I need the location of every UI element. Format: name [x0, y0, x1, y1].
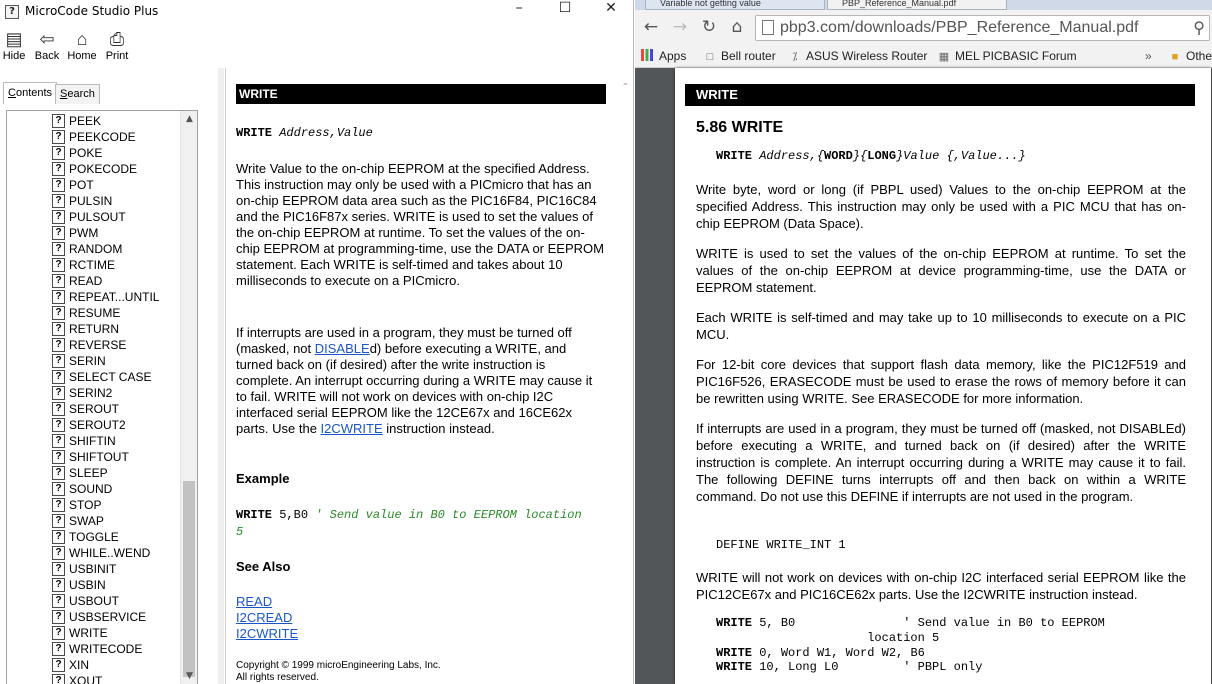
- list-item[interactable]: [7, 177, 182, 193]
- help-topic-icon: ?: [52, 482, 65, 496]
- more-bookmarks-button[interactable]: »: [1145, 49, 1152, 63]
- i2cwrite-link[interactable]: I2CWRITE: [320, 421, 383, 436]
- list-item-label: PULSIN: [69, 194, 113, 208]
- pdf-para-1: Write byte, word or long (if PBPL used) Values to the on-chip EEPROM at the specified Address. This instruction may only be used with a PIC MCU that has on-chip EEPROM (Data Space).: [696, 182, 1186, 231]
- help-topic-icon: ?: [52, 626, 65, 640]
- list-item[interactable]: [7, 465, 182, 481]
- browser-tab-forum[interactable]: Variable not getting value: [645, 0, 825, 10]
- see-also-i2cread-link[interactable]: I2CREAD: [236, 610, 293, 625]
- help-topic-icon: ?: [52, 210, 65, 224]
- list-item-label: WHILE..WEND: [69, 546, 151, 560]
- help-topic-icon: ?: [52, 642, 65, 656]
- list-item-label: USBIN: [69, 578, 106, 592]
- browser-tabstrip: [635, 0, 1212, 10]
- help-topic-icon: ?: [52, 610, 65, 624]
- list-item[interactable]: [7, 561, 182, 577]
- tab-contents[interactable]: Contents: [3, 82, 57, 104]
- address-bar[interactable]: [755, 15, 1210, 41]
- see-also-read-link[interactable]: READ: [236, 594, 273, 609]
- list-item-label: PEEKCODE: [69, 130, 136, 144]
- list-item[interactable]: [7, 385, 182, 401]
- list-item-label: POKE: [69, 146, 103, 160]
- pdf-para-4: For 12-bit core devices that support flash data memory, like the PIC12F519 and PIC16F526, ERASECODE must be used to erase the rows of memory before it can be rewritten using WRITE. See ERASECODE for more information.: [696, 357, 1186, 406]
- back-icon[interactable]: ←: [643, 17, 659, 37]
- disable-link[interactable]: DISABLE: [314, 341, 370, 356]
- tree-scrollbar[interactable]: [180, 111, 197, 684]
- help-topic-icon: ?: [52, 578, 65, 592]
- list-item[interactable]: [7, 609, 182, 625]
- hide-icon: ▤: [5, 29, 23, 49]
- list-item-label: TOGGLE: [69, 530, 119, 544]
- content-scrollbar[interactable]: [617, 68, 634, 684]
- hide-button[interactable]: ▤ Hide: [2, 29, 26, 62]
- see-also-heading: See Also: [236, 559, 291, 574]
- list-item-label: REPEAT...UNTIL: [69, 290, 160, 304]
- help-topic-icon: ?: [52, 178, 65, 192]
- topic-content: [225, 68, 634, 684]
- tab-search[interactable]: Search: [55, 84, 100, 104]
- home-icon: ⌂: [76, 29, 88, 49]
- content-scroll-up-icon[interactable]: ⌃: [621, 82, 630, 93]
- scroll-down-icon[interactable]: ▼: [186, 671, 193, 681]
- help-topic-icon: ?: [52, 274, 65, 288]
- bookmark-bell-router[interactable]: □ Bell router: [703, 48, 776, 65]
- help-topic-icon: ?: [52, 258, 65, 272]
- pdf-define-line: DEFINE WRITE_INT 1: [716, 538, 846, 552]
- example-code: WRITE 5,B0 ' Send value in B0 to EEPROM location 5: [236, 508, 582, 539]
- bookmark-apps[interactable]: Apps: [641, 48, 686, 64]
- help-window-title: MicroCode Studio Plus: [25, 4, 159, 18]
- close-icon[interactable]: ✕: [605, 0, 617, 16]
- list-item[interactable]: [7, 145, 182, 161]
- list-item-label: SLEEP: [69, 466, 108, 480]
- help-topic-icon: ?: [52, 562, 65, 576]
- page-icon: □: [706, 51, 714, 63]
- page-icon: [762, 20, 774, 35]
- help-topic-icon: ?: [52, 658, 65, 672]
- list-item[interactable]: [7, 449, 182, 465]
- pdf-example-1-cont: location 5: [716, 631, 940, 645]
- forward-icon[interactable]: →: [672, 17, 688, 37]
- list-item[interactable]: [7, 625, 182, 641]
- pdf-page: [675, 68, 1211, 684]
- help-topic-icon: ?: [52, 402, 65, 416]
- list-item-label: PEEK: [69, 114, 102, 128]
- list-item-label: SOUND: [69, 482, 113, 496]
- forum-icon: ▦: [938, 51, 950, 63]
- minimize-icon[interactable]: –: [515, 0, 523, 16]
- pdf-example-3: WRITE 10, Long L0 ' PBPL only: [716, 660, 983, 674]
- list-item-label: SHIFTOUT: [69, 450, 129, 464]
- pdf-para-5: If interrupts are used in a program, they must be turned off (masked, not DISABLEd) before executing a WRITE, and turned back on (if desired) after the WRITE instruction is complete. An interrupt occurring during a WRITE may cause it to fail. The following DEFINE turns interrupts off and then back on within a WRITE command. Do not use this DEFINE if interrupts are not used in the program.: [696, 421, 1186, 504]
- list-item-label: USBOUT: [69, 594, 120, 608]
- print-button[interactable]: ⎙ Print: [105, 29, 129, 62]
- list-item[interactable]: [7, 161, 182, 177]
- help-topic-icon: ?: [52, 130, 65, 144]
- contents-tree-panel: [6, 110, 198, 684]
- browser-window: [635, 0, 1212, 684]
- topic-banner: WRITE: [236, 84, 606, 104]
- help-topic-icon: ?: [52, 498, 65, 512]
- help-topic-icon: ?: [52, 546, 65, 560]
- help-topic-icon: ?: [52, 194, 65, 208]
- list-item-label: RCTIME: [69, 258, 115, 272]
- folder-icon: ■: [1171, 51, 1179, 63]
- list-item-label: SEROUT2: [69, 418, 126, 432]
- pdf-banner: WRITE: [685, 84, 1195, 106]
- list-item[interactable]: [7, 321, 182, 337]
- pdf-para-3: Each WRITE is self-timed and may take up to 10 milliseconds to execute on a PIC MCU.: [696, 310, 1186, 342]
- pdf-example-1: WRITE 5, B0 ' Send value in B0 to EEPROM: [716, 616, 1105, 630]
- list-item[interactable]: [7, 129, 182, 145]
- list-item[interactable]: [7, 273, 182, 289]
- back-arrow-icon: ⇦: [39, 29, 55, 49]
- back-button[interactable]: ⇦ Back: [34, 29, 60, 62]
- list-item[interactable]: [7, 225, 182, 241]
- help-app-icon: ?: [5, 5, 19, 19]
- apps-icon: [641, 49, 653, 61]
- list-item[interactable]: [7, 241, 182, 257]
- list-item-label: STOP: [69, 498, 102, 512]
- topic-description: Write Value to the on-chip EEPROM at the specified Address. This instruction may only be used with a PICmicro that has an on-chip EEPROM data area such as the PIC16F84, PIC16C84 and the PIC16F87x series. WRITE is used to set the values of the on-chip EEPROM at runtime. To set the values of the on-chip EEPROM at programming-time, use the DATA or EEPROM statement. Each WRITE is self-timed and takes about 10 milliseconds to execute on a PICmicro.: [236, 161, 604, 288]
- bookmark-asus-router[interactable]: ⁒ ASUS Wireless Router: [788, 48, 927, 65]
- help-topic-icon: ?: [52, 450, 65, 464]
- list-item-label: SERIN2: [69, 386, 113, 400]
- list-item-label: REVERSE: [69, 338, 127, 352]
- list-item-label: PULSOUT: [69, 210, 126, 224]
- pdf-section-title: 5.86 WRITE: [696, 119, 784, 136]
- pane-splitter[interactable]: [218, 68, 224, 684]
- home-button[interactable]: ⌂ Home: [67, 29, 97, 62]
- help-titlebar: [0, 0, 634, 24]
- list-item-label: USBINIT: [69, 562, 117, 576]
- list-item[interactable]: [7, 113, 182, 129]
- list-item[interactable]: [7, 305, 182, 321]
- help-topic-icon: ?: [52, 386, 65, 400]
- list-item[interactable]: [7, 513, 182, 529]
- list-item[interactable]: [7, 673, 182, 684]
- list-item[interactable]: [7, 657, 182, 673]
- topic-syntax: WRITE Address,Value: [236, 126, 373, 140]
- list-item-label: XOUT: [69, 674, 103, 684]
- wireless-icon: ⁒: [792, 51, 798, 63]
- list-item-label: RESUME: [69, 306, 121, 320]
- list-item-label: USBSERVICE: [69, 610, 147, 624]
- help-topic-icon: ?: [52, 594, 65, 608]
- scroll-up-icon[interactable]: ▲: [186, 114, 193, 124]
- home-icon[interactable]: ⌂: [731, 17, 743, 37]
- contents-tree: [7, 113, 182, 684]
- help-topic-icon: ?: [52, 434, 65, 448]
- see-also-links: [236, 594, 298, 642]
- help-topic-icon: ?: [52, 418, 65, 432]
- list-item-label: SELECT CASE: [69, 370, 152, 384]
- example-heading: Example: [236, 471, 290, 486]
- browser-tab-pdf[interactable]: PBP_Reference_Manual.pdf: [827, 0, 1007, 10]
- list-item-label: SEROUT: [69, 402, 120, 416]
- help-topic-icon: ?: [52, 674, 65, 684]
- list-item[interactable]: [7, 353, 182, 369]
- list-item-label: READ: [69, 274, 103, 288]
- help-topic-icon: ?: [52, 514, 65, 528]
- list-item-label: SHIFTIN: [69, 434, 116, 448]
- list-item[interactable]: [7, 401, 182, 417]
- address-url[interactable]: pbp3.com/downloads/PBP_Reference_Manual.pdf: [780, 19, 1139, 36]
- help-topic-icon: ?: [52, 306, 65, 320]
- help-topic-icon: ?: [52, 242, 65, 256]
- pdf-para-6: WRITE will not work on devices with on-chip I2C interfaced serial EEPROM like the PIC12CE67x and PIC16CE62x parts. Use the I2CWRITE instruction instead.: [696, 570, 1186, 602]
- help-topic-icon: ?: [52, 370, 65, 384]
- list-item[interactable]: [7, 593, 182, 609]
- reload-icon[interactable]: ↻: [701, 17, 717, 37]
- bookmarks-bar: [635, 44, 1212, 68]
- list-item[interactable]: [7, 433, 182, 449]
- help-topic-icon: ?: [52, 146, 65, 160]
- help-topic-icon: ?: [52, 322, 65, 336]
- list-item-label: PWM: [69, 226, 99, 240]
- bookmark-other[interactable]: ■ Othe: [1168, 48, 1212, 65]
- list-item[interactable]: [7, 641, 182, 657]
- list-item-label: XIN: [69, 658, 90, 672]
- list-item[interactable]: [7, 497, 182, 513]
- list-item[interactable]: [7, 337, 182, 353]
- zoom-icon[interactable]: ⚲: [1193, 18, 1205, 37]
- help-topic-icon: ?: [52, 530, 65, 544]
- list-item[interactable]: [7, 577, 182, 593]
- list-item[interactable]: [7, 257, 182, 273]
- list-item-label: SERIN: [69, 354, 106, 368]
- pdf-syntax: WRITE Address,{WORD}{LONG}Value {,Value...}: [716, 149, 1026, 163]
- pdf-example-2: WRITE 0, Word W1, Word W2, B6: [716, 646, 925, 660]
- list-item-label: POT: [69, 178, 94, 192]
- list-item-label: WRITE: [69, 626, 108, 640]
- scrollbar-thumb[interactable]: [183, 481, 195, 677]
- list-item[interactable]: [7, 369, 182, 385]
- maximize-icon[interactable]: ☐: [558, 0, 572, 16]
- help-nav-tabs: [0, 82, 222, 104]
- list-item[interactable]: [7, 417, 182, 433]
- list-item[interactable]: [7, 289, 182, 305]
- list-item-label: POKECODE: [69, 162, 138, 176]
- list-item-label: RETURN: [69, 322, 119, 336]
- see-also-i2cwrite-link[interactable]: I2CWRITE: [236, 626, 299, 641]
- list-item[interactable]: [7, 193, 182, 209]
- help-topic-icon: ?: [52, 162, 65, 176]
- help-toolbar: [0, 26, 634, 66]
- list-item[interactable]: [7, 481, 182, 497]
- bookmark-mel-forum[interactable]: ▦ MEL PICBASIC Forum: [938, 49, 1077, 63]
- list-item-label: RANDOM: [69, 242, 123, 256]
- printer-icon: ⎙: [109, 29, 125, 49]
- pdf-para-2: WRITE is used to set the values of the on-chip EEPROM at runtime. To set the values of the on-chip EEPROM at device programming-time, use the DATA or EEPROM statement.: [696, 246, 1186, 295]
- help-topic-icon: ?: [52, 466, 65, 480]
- browser-navbar: [635, 10, 1212, 44]
- list-item-label: WRITECODE: [69, 642, 143, 656]
- help-topic-icon: ?: [52, 290, 65, 304]
- help-topic-icon: ?: [52, 114, 65, 128]
- list-item[interactable]: [7, 529, 182, 545]
- help-topic-icon: ?: [52, 354, 65, 368]
- copyright-notice: Copyright © 1999 microEngineering Labs, Inc. All rights reserved.: [236, 660, 441, 683]
- help-topic-icon: ?: [52, 338, 65, 352]
- topic-interrupts-note: If interrupts are used in a program, they must be turned off (masked, not DISABLEd) before executing a WRITE, and turned back on (if desired) after the write instruction is complete. An interrupt occurring during a WRITE may cause it to fail. WRITE will not work on devices with on-chip I2C interfaced serial EEPROM like the 12CE67x and 16CE62x parts. Use the I2CWRITE instruction instead.: [236, 325, 593, 436]
- list-item[interactable]: [7, 209, 182, 225]
- list-item[interactable]: [7, 545, 182, 561]
- help-topic-icon: ?: [52, 226, 65, 240]
- list-item-label: SWAP: [69, 514, 104, 528]
